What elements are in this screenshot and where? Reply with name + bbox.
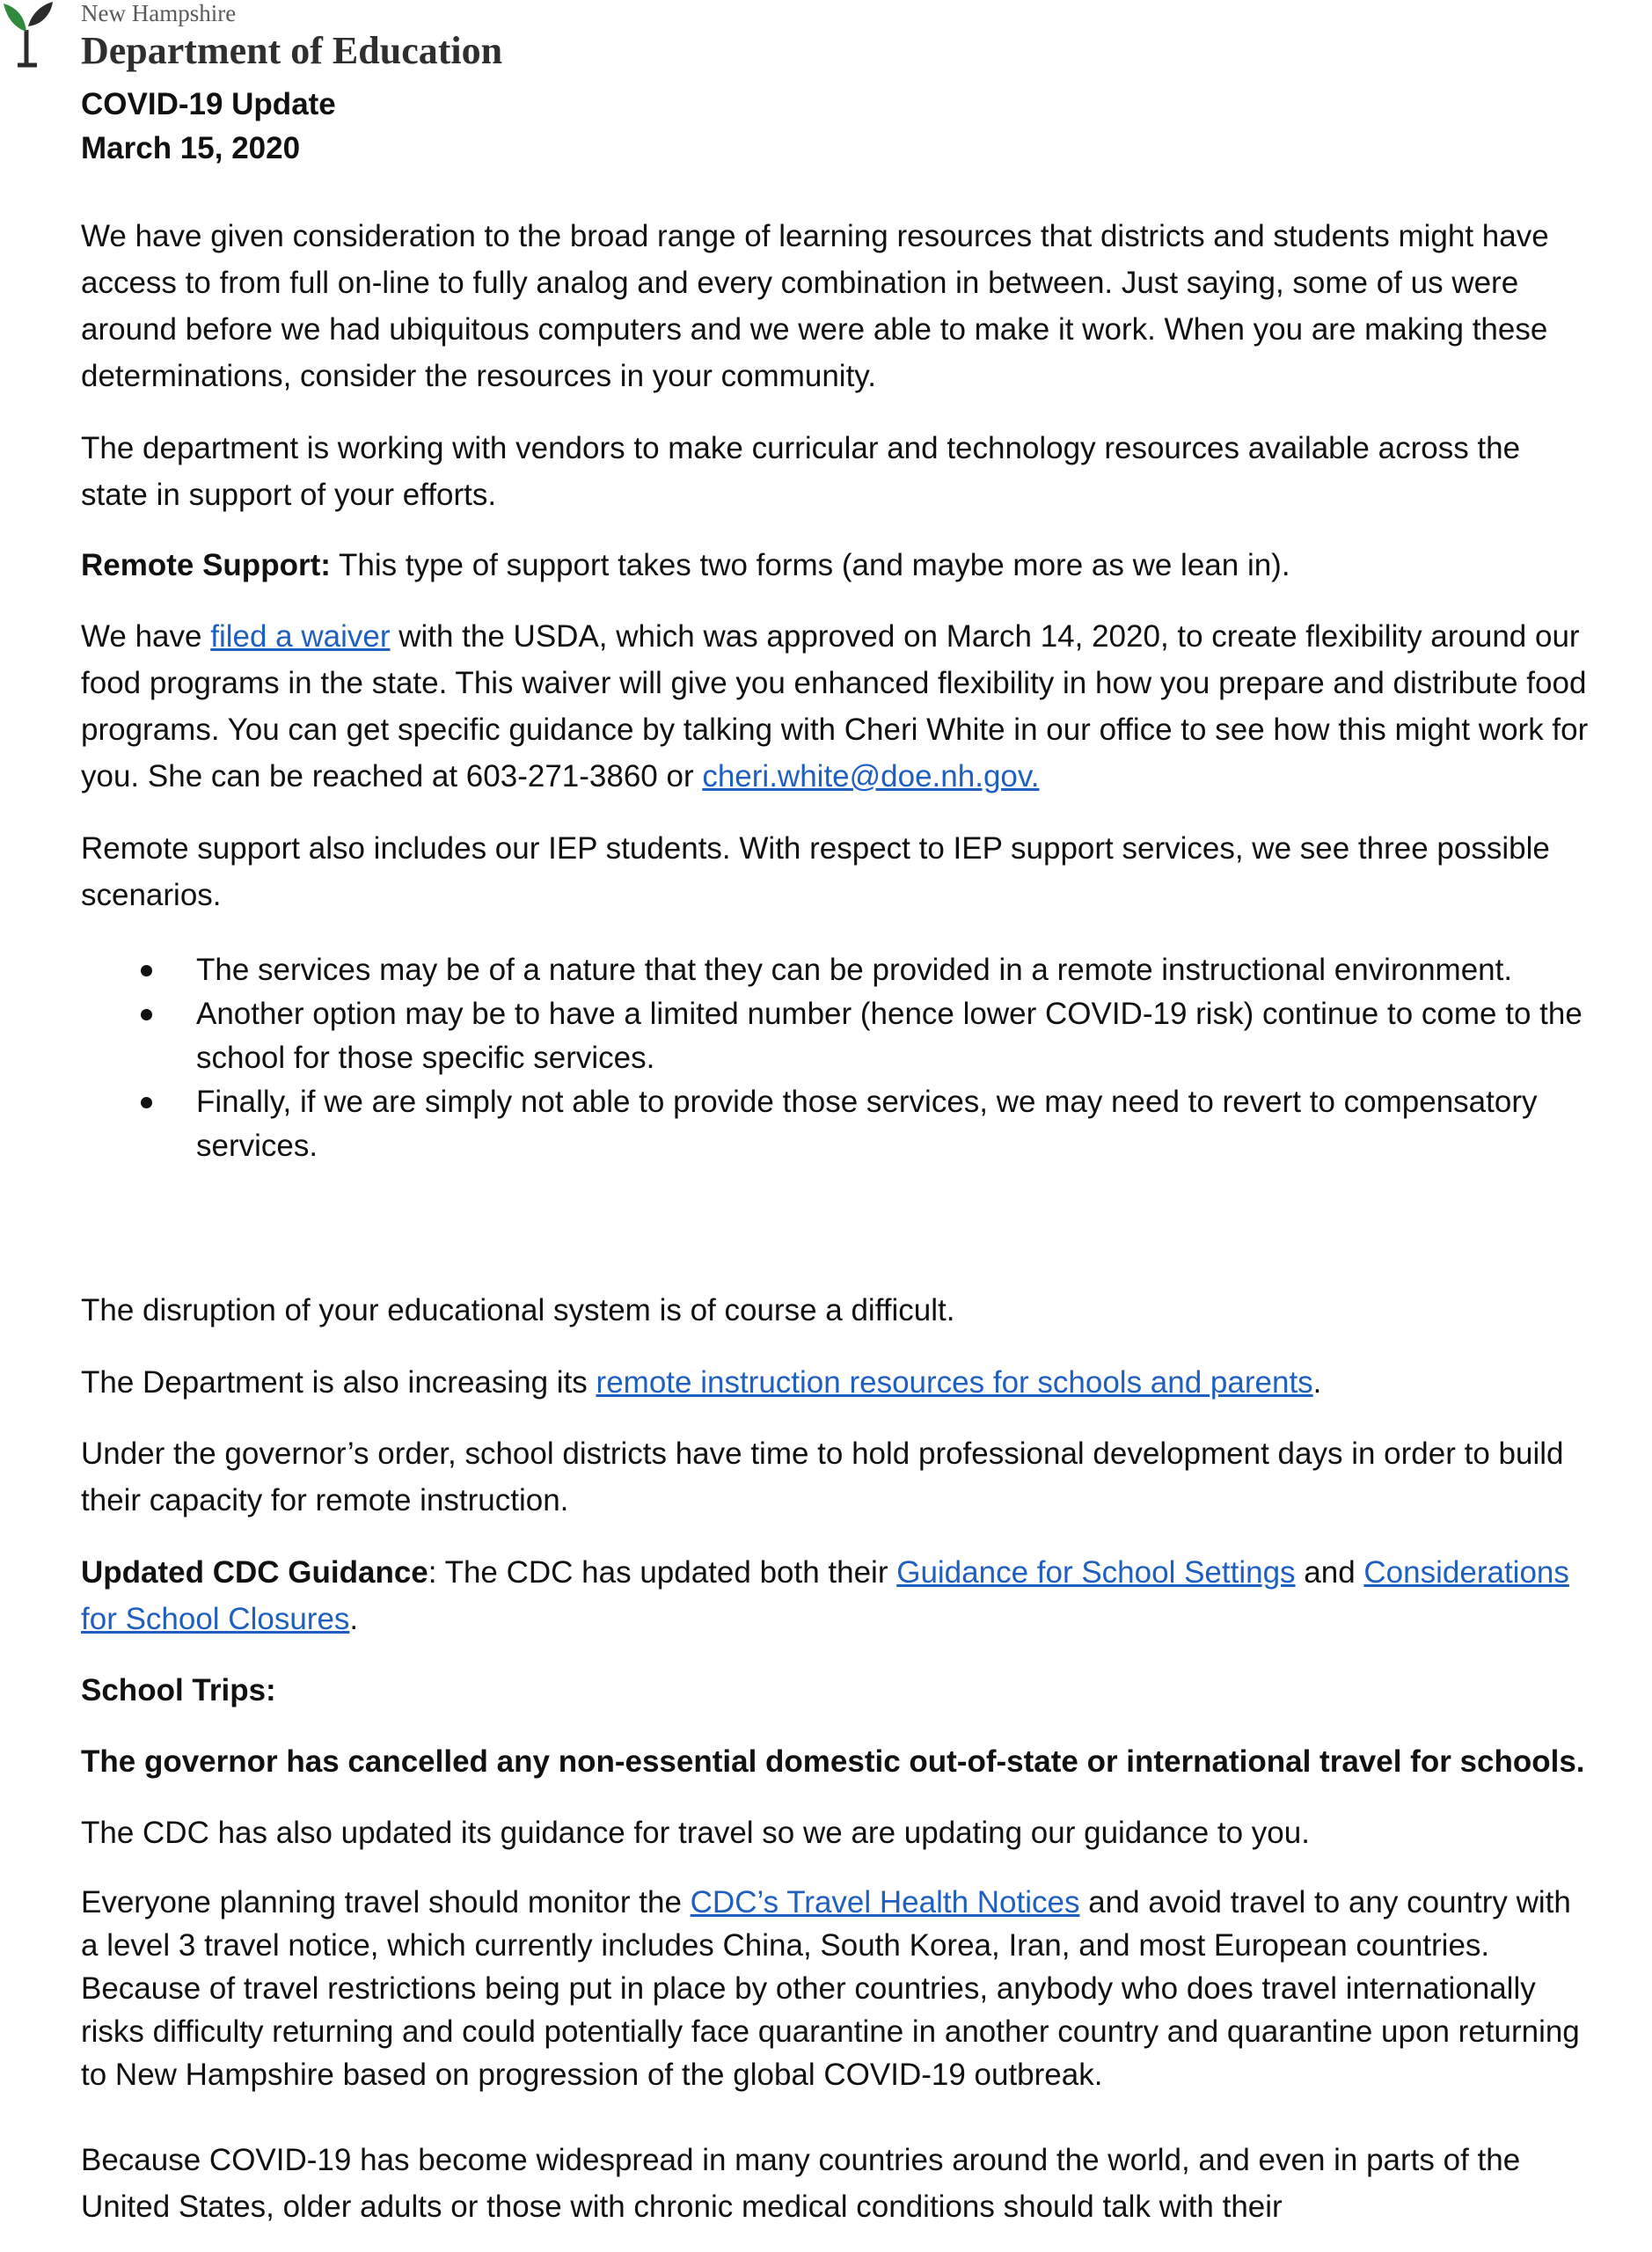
list-item [81, 992, 1594, 1080]
bullet-icon [141, 1097, 152, 1108]
paragraph-disruption: The disruption of your educational system is of course a difficult. [81, 1293, 955, 1327]
dept-resources-text: The Department is also increasing its [81, 1365, 596, 1400]
travel-health-notices-link[interactable]: CDC’s Travel Health Notices [690, 1885, 1080, 1919]
org-subtitle: New Hampshire [81, 0, 237, 26]
waiver-text-before: We have [81, 619, 211, 654]
list-item [81, 1080, 1594, 1168]
filed-waiver-link[interactable]: filed a waiver [210, 619, 391, 654]
paragraph-cdc-travel-update: The CDC has also updated its guidance for travel so we are updating our guidance to you. [81, 1816, 1310, 1850]
remote-instruction-resources-link[interactable]: remote instruction resources for schools and parents [596, 1365, 1313, 1400]
waiver-text-after: with the USDA, which was approved on March 14, 2020, to create flexibility around our food programs in the state. This waiver will give you enhanced flexibility in how you prepare and distribute food programs. You can get specific guidance by talking with Cheri White in our office to see how this might work for you. She can be reached at 603-271-3860 or [81, 619, 1589, 793]
travel-text-after: and avoid travel to any country with a level 3 travel notice, which currently includes China, South Korea, Iran, and most European countries. Because of travel restrictions being put in place by other countries, anybody who does travel internationally risks difficulty returning and could potentially face quarantine in another country and quarantine upon returning to New Hampshire based on progression of the global COVID-19 outbreak. [81, 1885, 1580, 2092]
letterhead [0, 0, 1652, 79]
remote-support-label: Remote Support: [81, 548, 331, 582]
iep-scenarios-list [81, 948, 1594, 1168]
cdc-text-after: . [349, 1602, 359, 1636]
list-item [81, 948, 1594, 992]
remote-support-text: This type of support takes two forms (and maybe more as we lean in). [330, 548, 1290, 582]
paragraph-learning-resources: We have given consideration to the broad range of learning resources that districts and students might have access to from full on-line to fully analog and every combination in between. Just saying, some of us were around before we had ubiquitous computers and we were able to make it work. When you are making these determinations, consider the resources in your community. [81, 219, 1549, 393]
school-closures-link[interactable]: Considerations for School Closures [81, 1555, 1569, 1636]
list-item-text: The services may be of a nature that they can be provided in a remote instructional environment. [196, 953, 1513, 987]
list-item-text: Another option may be to have a limited number (hence lower COVID-19 risk) continue to come to the school for those specific services. [196, 997, 1583, 1075]
school-settings-guidance-link[interactable]: Guidance for School Settings [896, 1555, 1296, 1590]
paragraph-department-resources [81, 1359, 1594, 1406]
paragraph-food-waiver [81, 613, 1594, 800]
document-date: March 15, 2020 [81, 131, 301, 165]
cdc-text-middle: and [1295, 1555, 1364, 1590]
paragraph-governor-order: Under the governor’s order, school districts have time to hold professional development days in order to build their capacity for remote instruction. [81, 1437, 1564, 1517]
paragraph-cdc-guidance [81, 1549, 1594, 1642]
bullet-icon [141, 965, 152, 976]
paragraph-iep-intro: Remote support also includes our IEP students. With respect to IEP support services, we see three possible scenarios. [81, 831, 1550, 912]
document-title: COVID-19 Update [81, 87, 336, 121]
travel-cancelled-notice: The governor has cancelled any non-essential domestic out-of-state or international travel for schools. [81, 1744, 1585, 1779]
list-item-text: Finally, if we are simply not able to provide those services, we may need to revert to compensatory services. [196, 1085, 1538, 1163]
sprout-logo-icon [0, 0, 55, 69]
bullet-icon [141, 1009, 152, 1020]
paragraph-widespread: Because COVID-19 has become widespread in many countries around the world, and even in parts of the United States, older adults or those with chronic medical conditions should talk with their [81, 2143, 1521, 2224]
paragraph-vendors: The department is working with vendors to make curricular and technology resources available across the state in support of your efforts. [81, 431, 1521, 512]
cdc-text-before: : The CDC has updated both their [428, 1555, 897, 1590]
email-link[interactable]: cheri.white@doe.nh.gov. [702, 759, 1040, 793]
cdc-guidance-label: Updated CDC Guidance [81, 1555, 428, 1590]
paragraph-travel-advice [81, 1881, 1594, 2096]
paragraph-remote-support [81, 542, 1594, 589]
school-trips-heading: School Trips: [81, 1673, 276, 1707]
travel-text-before: Everyone planning travel should monitor the [81, 1885, 691, 1919]
dept-resources-period: . [1312, 1365, 1322, 1400]
org-name: Department of Education [81, 29, 503, 72]
